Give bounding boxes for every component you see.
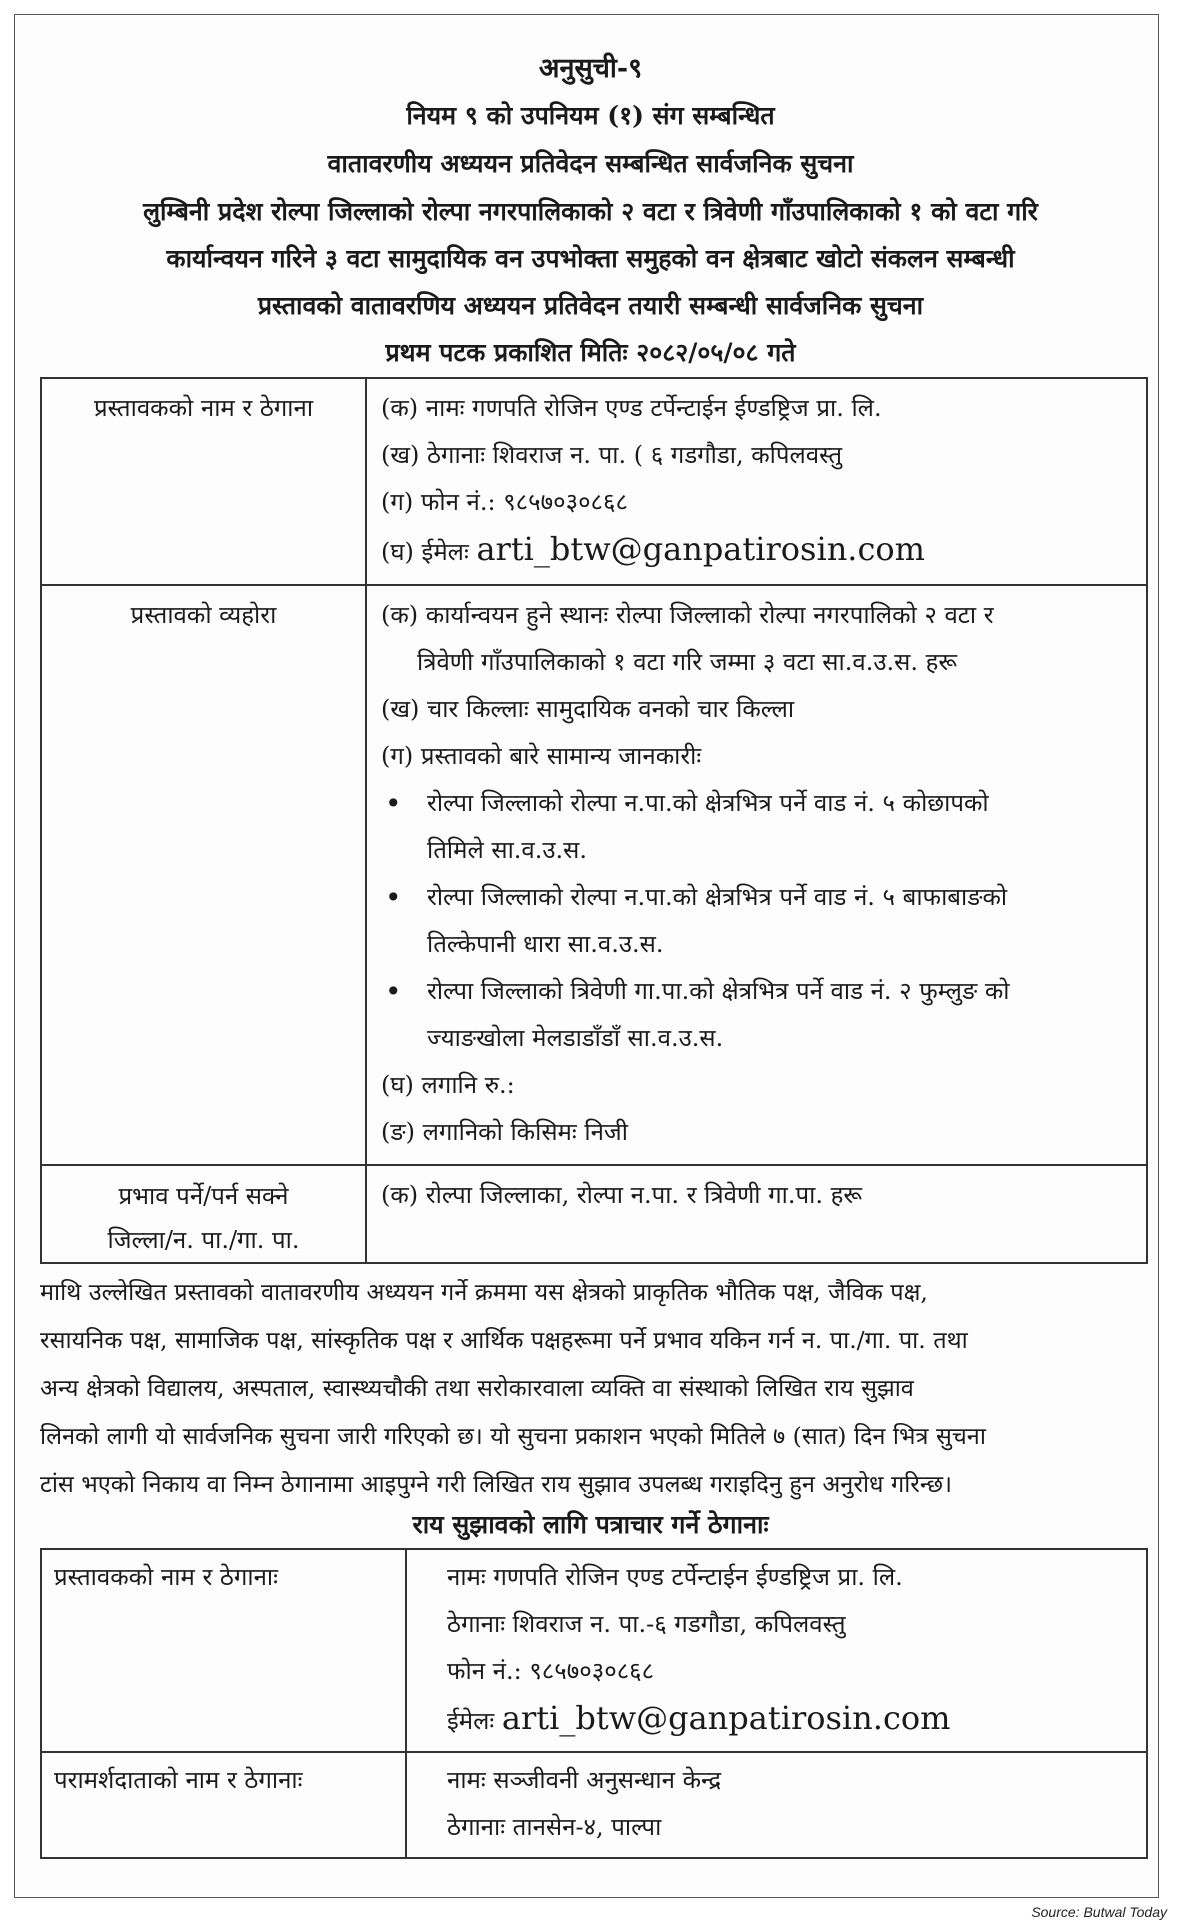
- proponent-email: arti_btw@ganpatirosin.com: [501, 1699, 951, 1737]
- notice-title-line-3: प्रस्तावको वातावरणिय अध्ययन प्रतिवेदन तयारी सम्बन्धी सार्वजनिक सुचना: [257, 291, 924, 320]
- proponent-address: (ख) ठेगानाः शिवराज न. पा. ( ६ गडगौडा, कपिलवस्तु: [381, 441, 843, 469]
- affected-area-value: [366, 1165, 1147, 1263]
- bullet-icon: •: [385, 881, 402, 914]
- correspondence-heading: राय सुझावको लागि पत्राचार गर्ने ठेगानाः: [412, 1510, 769, 1539]
- affected-area-label-2: जिल्ला/न. पा./गा. पा.: [107, 1226, 300, 1254]
- bullet-text: रोल्पा जिल्लाको रोल्पा न.पा.को क्षेत्रभित्र पर्ने वाड नं. ५ कोछापको: [427, 789, 989, 817]
- bullet-text-cont: ज्याङखोला मेलडाडाँडाँ सा.व.उ.स.: [427, 1024, 724, 1052]
- schedule-title: अनुसुची-९: [538, 53, 643, 84]
- paragraph-line: माथि उल्लेखित प्रस्तावको वातावरणीय अध्ययन गर्ने क्रममा यस क्षेत्रको प्राकृतिक भौतिक पक्ष, जैविक पक्ष,: [40, 1278, 928, 1306]
- proponent-details: [366, 378, 1147, 585]
- publication-date: प्रथम पटक प्रकाशित मितिः २०८२/०५/०८ गते: [385, 338, 796, 367]
- notice-subject: वातावरणीय अध्ययन प्रतिवेदन सम्बन्धित सार्वजनिक सुचना: [327, 149, 854, 178]
- list-item: [381, 968, 1136, 1062]
- proposal-label: प्रस्तावको व्यहोरा: [41, 585, 366, 1165]
- notice-title-line-2: कार्यान्वयन गरिने ३ वटा सामुदायिक वन उपभोक्ता समुहको वन क्षेत्रबाट खोटो संकलन सम्बन्धी: [166, 244, 1015, 273]
- table-row: [41, 1752, 1147, 1858]
- implementation-place: (क) कार्यान्वयन हुने स्थानः रोल्पा जिल्लाको रोल्पा नगरपालिको २ वटा र: [381, 601, 994, 629]
- table-row: [41, 1165, 1147, 1263]
- affected-area-label-1: प्रभाव पर्ने/पर्न सक्ने: [118, 1182, 289, 1210]
- list-item: [381, 780, 1136, 874]
- bullet-icon: •: [385, 787, 402, 820]
- proponent-address: ठेगानाः शिवराज न. पा.-६ गडगौडा, कपिलवस्तु: [447, 1610, 846, 1638]
- proponent-phone: फोन नं.: ९८५७०३०८६८: [447, 1657, 655, 1685]
- proponent-contact: [406, 1549, 1147, 1752]
- proposal-details: [366, 585, 1147, 1165]
- proponent-email-line: [381, 526, 1136, 576]
- paragraph-line: टांस भएको निकाय वा निम्न ठेगानामा आइपुग्ने गरी लिखित राय सुझाव उपलब्ध गराइदिनु हुन अनुरोध गरिन्छ।: [40, 1470, 952, 1498]
- proponent-email-line: [447, 1695, 1136, 1745]
- general-info: (ग) प्रस्तावको बारे सामान्य जानकारीः: [381, 742, 702, 770]
- email-prefix: ईमेलः: [447, 1707, 495, 1735]
- proponent-name: (क) नामः गणपति रोजिन एण्ड टर्पेन्टाईन ईण्डष्ट्रिज प्रा. लि.: [381, 394, 882, 422]
- paragraph-line: लिनको लागी यो सार्वजनिक सुचना जारी गरिएको छ। यो सुचना प्रकाशन भएको मितिले ७ (सात) दिन भित्र सुचना: [40, 1422, 986, 1450]
- consultant-label: परामर्शदाताको नाम र ठेगानाः: [41, 1752, 406, 1858]
- bullet-text-cont: तिल्केपानी धारा सा.व.उ.स.: [427, 930, 664, 958]
- bullet-icon: •: [385, 975, 402, 1008]
- bullet-text-cont: तिमिले सा.व.उ.स.: [427, 836, 588, 864]
- proponent-name: नामः गणपति रोजिन एण्ड टर्पेन्टाईन ईण्डष्ट्रिज प्रा. लि.: [447, 1563, 903, 1591]
- source-credit: Source: Butwal Today: [1031, 1904, 1167, 1920]
- investment-type: (ङ) लगानिको किसिमः निजी: [381, 1118, 628, 1146]
- table-row: [41, 378, 1147, 585]
- bullet-text: रोल्पा जिल्लाको त्रिवेणी गा.पा.को क्षेत्रभित्र पर्ने वाड नं. २ फुम्लुङ को: [427, 977, 1010, 1005]
- rule-reference: नियम ९ को उपनियम (१) संग सम्बन्धित: [406, 101, 775, 130]
- consultant-address: ठेगानाः तानसेन-४, पाल्पा: [447, 1813, 662, 1841]
- notice-title-line-1: लुम्बिनी प्रदेश रोल्पा जिल्लाको रोल्पा नगरपालिकाको २ वटा र त्रिवेणी गाँउपालिकाको १ को वटा गरि: [143, 197, 1038, 226]
- proposal-details-table: [40, 377, 1148, 1264]
- table-row: [41, 1549, 1147, 1752]
- proponent-phone: (ग) फोन नं.: ९८५७०३०८६८: [381, 488, 628, 516]
- table-row: [41, 585, 1147, 1165]
- consultant-name: नामः सञ्जीवनी अनुसन्धान केन्द्र: [447, 1766, 722, 1794]
- correspondence-table: [40, 1548, 1148, 1859]
- consultant-contact: [406, 1752, 1147, 1858]
- affected-area-text: (क) रोल्पा जिल्लाका, रोल्पा न.पा. र त्रिवेणी गा.पा. हरू: [381, 1181, 862, 1209]
- proponent-label: प्रस्तावकको नाम र ठेगाना: [41, 378, 366, 585]
- proponent-label: प्रस्तावकको नाम र ठेगानाः: [41, 1549, 406, 1752]
- paragraph-line: अन्य क्षेत्रको विद्यालय, अस्पताल, स्वास्थ्यचौकी तथा सरोकारवाला व्यक्ति वा संस्थाको लिखित राय सुझाव: [40, 1374, 914, 1402]
- boundary: (ख) चार किल्लाः सामुदायिक वनको चार किल्ला: [381, 695, 795, 723]
- notice-paragraph: [40, 1268, 1146, 1508]
- paragraph-line: रसायनिक पक्ष, सामाजिक पक्ष, सांस्कृतिक पक्ष र आर्थिक पक्षहरूमा पर्ने प्रभाव यकिन गर्न न. पा./गा. पा. तथा: [40, 1326, 968, 1354]
- proponent-email: arti_btw@ganpatirosin.com: [476, 530, 925, 568]
- email-prefix: (घ) ईमेलः: [381, 538, 469, 566]
- affected-area-label: [41, 1165, 366, 1263]
- bullet-text: रोल्पा जिल्लाको रोल्पा न.पा.को क्षेत्रभित्र पर्ने वाड नं. ५ बाफाबाङको: [427, 883, 1008, 911]
- implementation-place-cont: त्रिवेणी गाँउपालिकाको १ वटा गरि जम्मा ३ वटा सा.व.उ.स. हरू: [417, 648, 957, 676]
- investment: (घ) लगानि रु.:: [381, 1071, 515, 1099]
- list-item: [381, 874, 1136, 968]
